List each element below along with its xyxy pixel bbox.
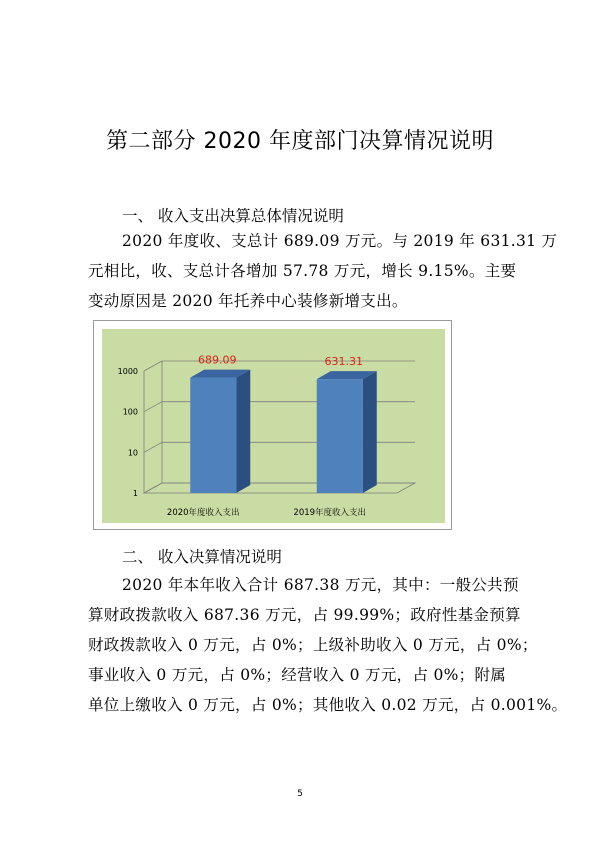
plot-background	[102, 329, 445, 523]
paragraph-line: 2020 年本年收入合计 687.38 万元，其中：一般公共预	[122, 576, 519, 594]
data-label: 631.31	[324, 355, 363, 369]
bar-side	[363, 371, 377, 493]
section2-paragraph	[88, 570, 568, 720]
income-expenditure-chart	[93, 320, 452, 530]
y-tick-label: 100	[122, 407, 138, 417]
paragraph-line: 2020 年度收、支总计 689.09 万元。与 2019 年 631.31 万	[122, 232, 558, 250]
page-number: 5	[297, 789, 303, 799]
section1-paragraph	[88, 226, 558, 316]
paragraph-line: 算财政拨款收入 687.36 万元，占 99.99%；政府性基金预算	[88, 606, 521, 624]
x-tick-label: 2019年度收入支出	[293, 508, 367, 518]
bar	[317, 379, 363, 493]
y-tick-label: 1000	[117, 367, 138, 376]
y-tick-label: 10	[127, 448, 138, 458]
paragraph-line: 元相比，收、支总计各增加 57.78 万元，增长 9.15%。主要	[88, 262, 517, 280]
bar	[190, 378, 236, 493]
page-title: 第二部分 2020 年度部门决算情况说明	[106, 129, 494, 154]
section-heading-income: 二、 收入决算情况说明	[122, 548, 282, 566]
paragraph-line: 事业收入 0 万元，占 0%；经营收入 0 万元，占 0%；附属	[88, 666, 507, 684]
paragraph-line: 变动原因是 2020 年托养中心装修新增支出。	[88, 292, 408, 310]
x-tick-label: 2020年度收入支出	[166, 508, 240, 518]
data-label: 689.09	[198, 353, 237, 367]
y-tick-label: 1	[132, 489, 138, 498]
section-heading-income-expenditure: 一、 收入支出决算总体情况说明	[122, 207, 344, 225]
chart-canvas	[94, 321, 453, 531]
paragraph-line: 单位上缴收入 0 万元，占 0%；其他收入 0.02 万元，占 0.001%。	[88, 696, 568, 714]
bar-side	[236, 370, 250, 493]
paragraph-line: 财政拨款收入 0 万元，占 0%；上级补助收入 0 万元，占 0%；	[88, 636, 538, 654]
